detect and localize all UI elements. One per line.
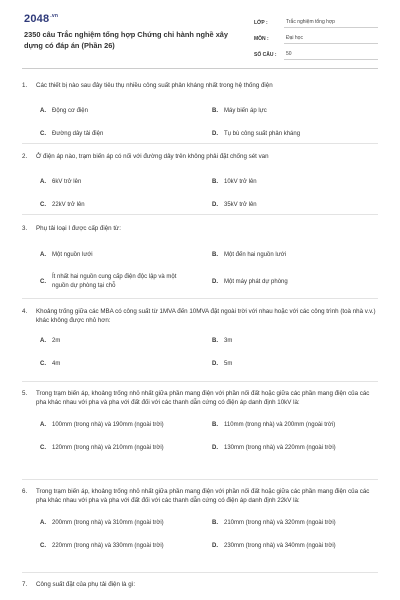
question-text-row — [22, 81, 378, 90]
option-text: 200mm (trong nhà) và 310mm (ngoài trời) — [52, 520, 164, 527]
option-letter: D. — [212, 279, 218, 286]
option-text: Máy biến áp lực — [224, 108, 267, 115]
option-text: 220mm (trong nhà) và 330mm (ngoài trời) — [52, 543, 164, 550]
question-number: 6. — [22, 488, 28, 495]
option-letter: A. — [40, 252, 46, 259]
option-letter: D. — [212, 445, 218, 452]
question-text: Phụ tải loại I được cấp điện từ: — [36, 225, 121, 232]
option-d[interactable] — [212, 542, 384, 551]
question-6 — [22, 487, 378, 553]
option-a[interactable] — [40, 178, 200, 187]
option-text: 120mm (trong nhà) và 210mm (ngoài trời) — [52, 445, 164, 452]
question-2 — [22, 152, 378, 209]
option-letter: B. — [212, 252, 218, 259]
option-text: Động cơ điện — [52, 108, 88, 115]
option-d[interactable] — [212, 201, 382, 210]
question-text: Ở điện áp nào, trạm biến áp có nối với đường dây trên không phải đặt chống sét van — [36, 153, 269, 160]
option-c[interactable] — [40, 360, 200, 369]
site-logo[interactable] — [24, 13, 58, 25]
option-a[interactable] — [40, 337, 200, 346]
question-separator — [22, 479, 378, 480]
option-text: Tụ bù công suất phản kháng — [224, 131, 301, 138]
option-letter: B. — [212, 422, 218, 429]
question-4 — [22, 307, 378, 375]
option-letter: A. — [40, 338, 46, 345]
option-b[interactable] — [212, 337, 382, 346]
option-letter: C. — [40, 131, 46, 138]
option-text: Một nguồn lưới — [52, 252, 93, 259]
option-a[interactable] — [40, 421, 212, 430]
option-letter: C. — [40, 361, 46, 368]
option-text: 230mm (trong nhà) và 340mm (ngoài trời) — [224, 543, 336, 550]
option-text: Một đến hai nguồn lưới — [224, 252, 286, 259]
question-text-row — [22, 487, 378, 505]
option-text: 3m — [224, 338, 233, 345]
options — [36, 90, 378, 138]
option-letter: C. — [40, 445, 46, 452]
options — [36, 233, 378, 299]
question-text-row — [22, 307, 378, 325]
option-text: Đường dây tải điện — [52, 131, 104, 138]
option-a[interactable] — [40, 107, 200, 116]
option-d[interactable] — [212, 360, 382, 369]
question-text: Khoảng trống giữa các MBA có công suất từ 1MVA đến 10MVA đặt ngoài trời với nhau hoặc với các công trình (toà nhà v.v.) khác không được nhỏ hơn: — [36, 308, 376, 325]
meta-row-class — [254, 12, 378, 28]
option-letter: C. — [40, 202, 46, 209]
question-number: 5. — [22, 390, 28, 397]
question-text: Trong trạm biến áp, khoảng trống nhỏ nhất giữa phần mang điện với phần nối đất hoặc giữa các phần mang điện của các pha khác nhau với pha và pha với đất đối với các thanh dẫn cứng có điện áp danh định 22kV là: — [36, 488, 370, 505]
header-divider — [22, 68, 378, 69]
option-letter: C. — [40, 543, 46, 550]
option-a[interactable] — [40, 251, 200, 260]
meta-row-count — [254, 44, 378, 60]
option-c[interactable] — [40, 542, 212, 551]
document-meta — [254, 12, 378, 60]
question-text: Trong trạm biến áp, khoảng trống nhỏ nhất giữa phần mang điện với phần nối đất hoặc giữa các phần mang điện của các pha khác nhau với pha và pha với đất đối với các thanh dẫn cứng có điện áp danh định 10kV là: — [36, 390, 370, 407]
option-b[interactable] — [212, 421, 384, 430]
option-text: 10kV trở lên — [224, 179, 257, 186]
option-letter: B. — [212, 179, 218, 186]
option-b[interactable] — [212, 519, 384, 528]
option-text: 110mm (trong nhà) và 200mm (ngoài trời) — [224, 422, 336, 429]
option-b[interactable] — [212, 107, 382, 116]
option-c[interactable] — [40, 444, 212, 453]
question-text-row — [22, 152, 378, 161]
option-text: Một máy phát dự phòng — [224, 279, 288, 286]
question-text-row — [22, 224, 378, 233]
option-d[interactable] — [212, 130, 382, 139]
option-letter: D. — [212, 361, 218, 368]
meta-key: MÔN : — [254, 36, 269, 42]
question-separator — [22, 214, 378, 215]
option-c[interactable] — [40, 130, 200, 139]
option-letter: B. — [212, 108, 218, 115]
options — [36, 325, 378, 375]
question-separator — [22, 572, 378, 573]
question-text-row — [22, 580, 378, 589]
option-text: 6kV trở lên — [52, 179, 82, 186]
option-letter: D. — [212, 131, 218, 138]
option-b[interactable] — [212, 251, 382, 260]
meta-value: 50 — [284, 51, 378, 60]
option-letter: A. — [40, 520, 46, 527]
option-text: 5m — [224, 361, 233, 368]
logo-main: 2048 — [24, 13, 50, 25]
option-text: 210mm (trong nhà) và 320mm (ngoài trời) — [224, 520, 336, 527]
question-5 — [22, 389, 378, 455]
option-d[interactable] — [212, 278, 382, 287]
meta-value: Đại học — [284, 35, 378, 44]
option-text: 100mm (trong nhà) và 190mm (ngoài trời) — [52, 422, 164, 429]
question-number: 3. — [22, 225, 28, 232]
question-separator — [22, 381, 378, 382]
meta-row-subject — [254, 28, 378, 44]
option-letter: C. — [40, 278, 46, 285]
question-7 — [22, 580, 378, 589]
option-d[interactable] — [212, 444, 384, 453]
question-text-row — [22, 389, 378, 407]
option-text: 22kV trở lên — [52, 202, 85, 209]
question-number: 7. — [22, 581, 28, 588]
option-text: 35kV trở lên — [224, 202, 257, 209]
question-text: Công suất đặt của phụ tải điện là gì: — [36, 581, 136, 588]
options — [36, 161, 378, 209]
options — [36, 505, 378, 553]
option-text: 2m — [52, 338, 61, 345]
question-number: 1. — [22, 82, 28, 89]
option-a[interactable] — [40, 519, 212, 528]
question-text: Các thiết bị nào sau đây tiêu thụ nhiều công suất phản kháng nhất trong hệ thống điện — [36, 82, 273, 89]
option-letter: D. — [212, 543, 218, 550]
option-c[interactable] — [40, 273, 200, 290]
option-text: 4m — [52, 361, 61, 368]
option-letter: B. — [212, 338, 218, 345]
meta-value: Trắc nghiệm tổng hợp — [284, 19, 378, 28]
meta-key: LỚP : — [254, 20, 268, 26]
option-letter: A. — [40, 108, 46, 115]
option-b[interactable] — [212, 178, 382, 187]
option-c[interactable] — [40, 201, 200, 210]
option-letter: D. — [212, 202, 218, 209]
logo-suffix: .vn — [50, 13, 59, 20]
option-text: 130mm (trong nhà) và 220mm (ngoài trời) — [224, 445, 336, 452]
document-title: 2350 câu Trắc nghiệm tổng hợp Chứng chỉ hành nghề xây dựng có đáp án (Phần 26) — [24, 30, 229, 50]
question-separator — [22, 143, 378, 144]
question-1 — [22, 81, 378, 138]
option-letter: A. — [40, 179, 46, 186]
options — [36, 407, 378, 455]
option-letter: A. — [40, 422, 46, 429]
question-3 — [22, 224, 378, 299]
option-letter: B. — [212, 520, 218, 527]
option-text: Ít nhất hai nguồn cung cấp điện độc lập và một nguồn dự phòng tại chỗ — [52, 274, 177, 289]
document-header — [0, 0, 400, 70]
question-number: 2. — [22, 153, 28, 160]
question-separator — [22, 298, 378, 299]
question-number: 4. — [22, 308, 28, 315]
meta-key: SỐ CÂU : — [254, 52, 277, 58]
